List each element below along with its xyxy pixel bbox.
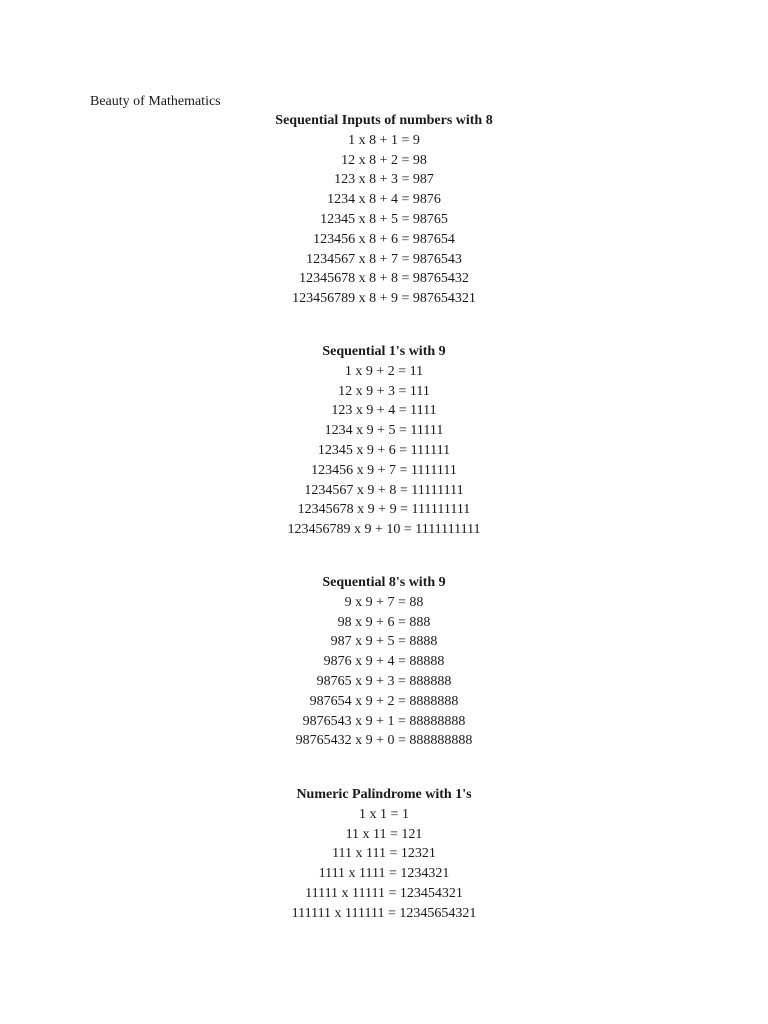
equation-line: 123 x 8 + 3 = 987 <box>334 172 434 188</box>
equation-line: 123456 x 8 + 6 = 987654 <box>313 231 455 247</box>
equation-line: 12345678 x 9 + 9 = 111111111 <box>297 502 471 518</box>
equation-line: 1234 x 8 + 4 = 9876 <box>327 192 441 208</box>
equation-line: 9876543 x 9 + 1 = 88888888 <box>302 713 466 729</box>
equation-line: 11 x 11 = 121 <box>345 826 423 842</box>
equation-line: 98765 x 9 + 3 = 888888 <box>316 673 452 689</box>
section-sequential-inputs-8 <box>0 111 768 309</box>
equation-line: 123456789 x 9 + 10 = 1111111111 <box>287 522 481 538</box>
equation-line: 11111 x 11111 = 123454321 <box>305 885 463 901</box>
section-heading: Sequential 1's with 9 <box>322 344 446 359</box>
section-sequential-eights-9 <box>0 573 768 751</box>
equation-line: 1234 x 9 + 5 = 11111 <box>324 423 444 439</box>
equation-line: 98765432 x 9 + 0 = 888888888 <box>295 733 473 749</box>
section-sequential-ones-9 <box>0 342 768 540</box>
equation-line: 987 x 9 + 5 = 8888 <box>330 634 438 650</box>
equation-line: 12 x 8 + 2 = 98 <box>341 152 427 168</box>
equation-line: 9 x 9 + 7 = 88 <box>344 594 424 610</box>
equation-line: 12 x 9 + 3 = 111 <box>338 383 430 399</box>
section-heading: Sequential 8's with 9 <box>322 575 446 590</box>
equation-line: 1 x 9 + 2 = 11 <box>344 363 424 379</box>
equation-line: 1111 x 1111 = 1234321 <box>318 866 450 882</box>
equation-line: 9876 x 9 + 4 = 88888 <box>323 654 445 670</box>
section-numeric-palindrome <box>0 785 768 924</box>
equation-line: 1 x 8 + 1 = 9 <box>348 132 420 148</box>
equation-line: 1 x 1 = 1 <box>359 806 409 822</box>
section-heading: Numeric Palindrome with 1's <box>296 787 472 802</box>
equation-line: 98 x 9 + 6 = 888 <box>337 614 431 630</box>
equation-line: 111111 x 111111 = 12345654321 <box>291 905 477 921</box>
section-heading: Sequential Inputs of numbers with 8 <box>275 113 493 128</box>
equation-line: 123 x 9 + 4 = 1111 <box>331 403 437 419</box>
equation-line: 1234567 x 8 + 7 = 9876543 <box>306 251 462 267</box>
equation-line: 111 x 111 = 12321 <box>332 846 436 862</box>
equation-line: 1234567 x 9 + 8 = 11111111 <box>304 482 464 498</box>
document-title: Beauty of Mathematics <box>90 94 221 109</box>
equation-line: 12345678 x 8 + 8 = 98765432 <box>299 271 469 287</box>
equation-line: 123456 x 9 + 7 = 1111111 <box>311 462 457 478</box>
equation-line: 12345 x 9 + 6 = 111111 <box>317 442 451 458</box>
equation-line: 123456789 x 8 + 9 = 987654321 <box>292 291 476 307</box>
equation-line: 12345 x 8 + 5 = 98765 <box>320 211 448 227</box>
equation-line: 987654 x 9 + 2 = 8888888 <box>309 693 459 709</box>
